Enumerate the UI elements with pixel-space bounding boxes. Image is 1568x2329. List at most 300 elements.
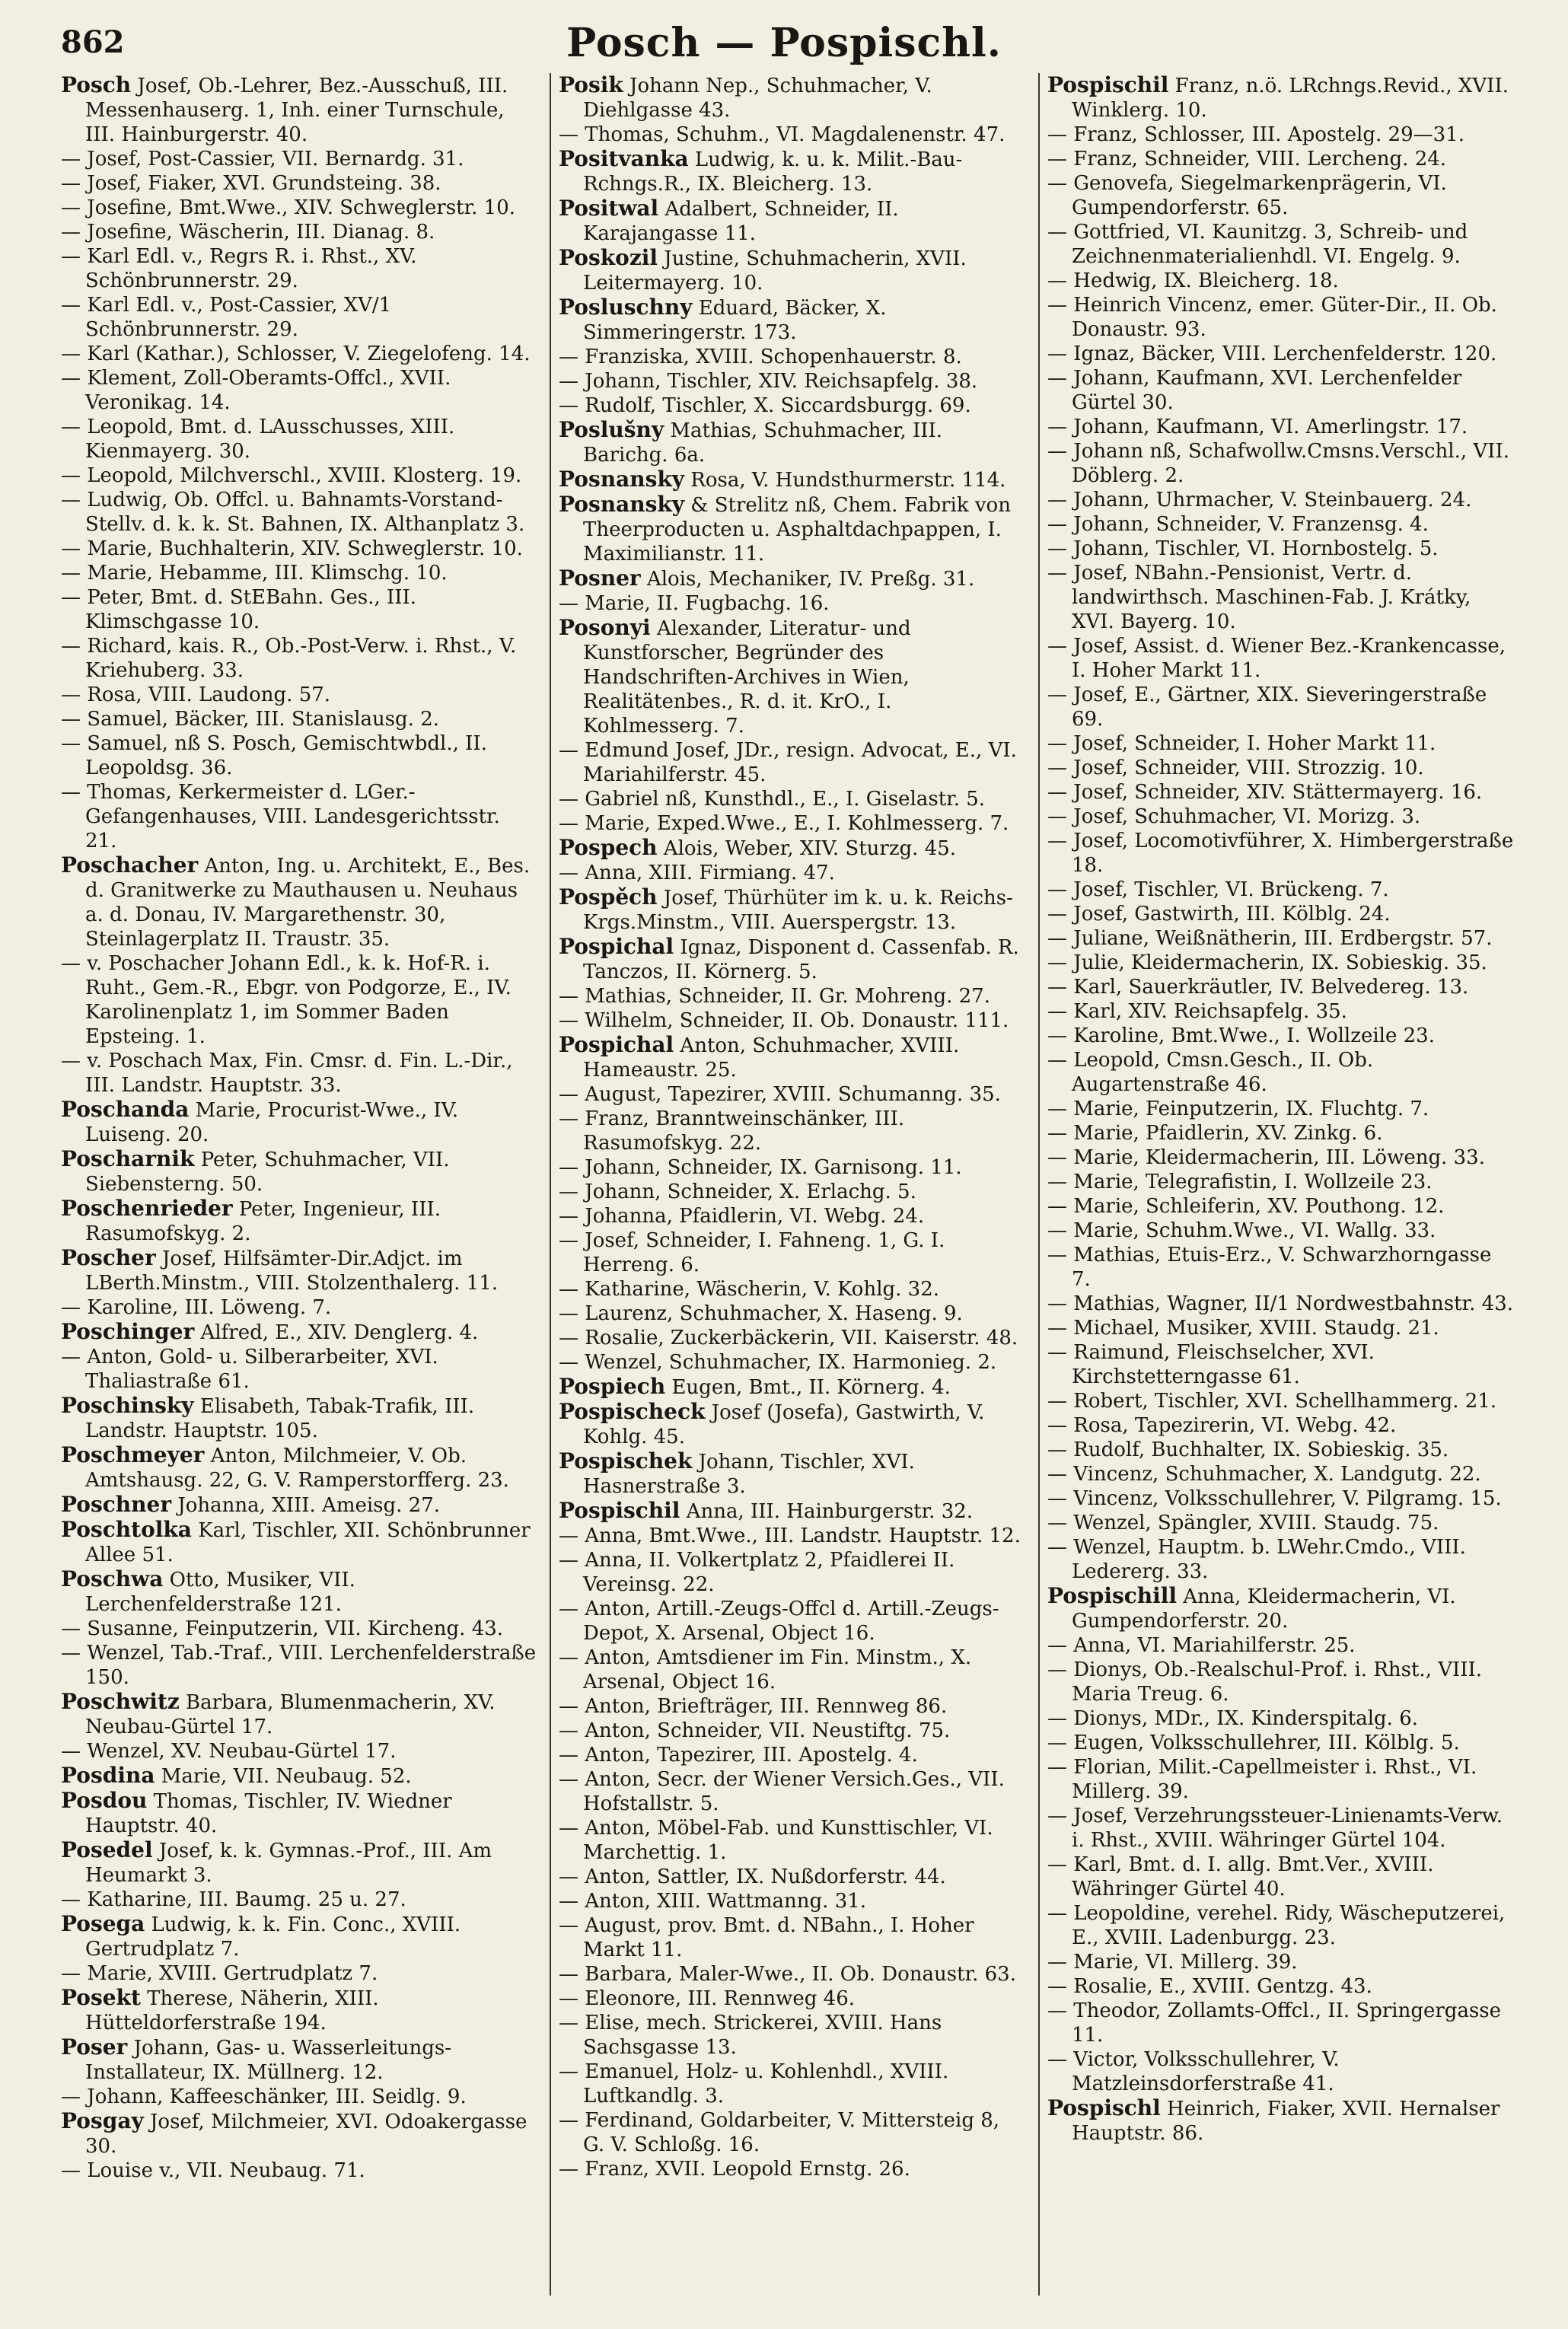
directory-entry bbox=[1047, 1974, 1515, 1999]
directory-entry bbox=[61, 585, 537, 634]
entry-text: Josef, Milchmeier, XVI. Odoakergasse 30. bbox=[85, 2111, 527, 2158]
entry-surname: Pospischl bbox=[1047, 2095, 1161, 2120]
entry-text: — Emanuel, Holz- u. Kohlenhdl., XVIII. Luftkandlg. 3. bbox=[559, 2060, 949, 2108]
entry-text: — v. Poschach Max, Fin. Cmsr. d. Fin. L.-Dir., III. Landstr. Hauptstr. 33. bbox=[61, 1050, 513, 1097]
directory-entry bbox=[559, 345, 1026, 369]
entry-text: — Karl, XIV. Reichsapfelg. 35. bbox=[1047, 1000, 1347, 1023]
entry-text: — Josef, Schneider, I. Fahneng. 1, G. I. Herreng. 6. bbox=[559, 1229, 945, 1276]
entry-surname: Posdina bbox=[61, 1763, 155, 1788]
entry-surname: Pospiech bbox=[559, 1374, 666, 1399]
entry-text: — Anton, Briefträger, III. Rennweg 86. bbox=[559, 1695, 948, 1718]
directory-entry bbox=[61, 1739, 537, 1763]
page-header bbox=[46, 20, 1522, 68]
entry-text: — Katharine, III. Baumg. 25 u. 27. bbox=[61, 1888, 406, 1911]
directory-entry bbox=[559, 738, 1026, 787]
directory-entry bbox=[61, 561, 537, 585]
entry-text: Marie, VII. Neubaug. 52. bbox=[155, 1765, 412, 1788]
directory-entry bbox=[1047, 902, 1515, 926]
directory-entry bbox=[1047, 829, 1515, 878]
directory-entry bbox=[1047, 1219, 1515, 1243]
entry-text: — Johann nß, Schafwollw.Cmsns.Verschl., VII. Döblerg. 2. bbox=[1047, 440, 1509, 487]
entry-text: — Josef, Post-Cassier, VII. Bernardg. 31. bbox=[61, 148, 464, 170]
directory-entry bbox=[559, 1913, 1026, 1962]
directory-entry bbox=[1047, 1121, 1515, 1145]
entry-text: — Leopoldine, verehel. Ridy, Wäscheputzerei, E., XVIII. Ladenburgg. 23. bbox=[1047, 1902, 1506, 1949]
entry-text: — Thomas, Schuhm., VI. Magdalenenstr. 47. bbox=[559, 123, 1005, 146]
directory-entry bbox=[1047, 512, 1515, 537]
entry-text: — Richard, kais. R., Ob.-Post-Verw. i. Rhst., V. Kriehuberg. 33. bbox=[61, 635, 517, 682]
entry-text: — Gottfried, VI. Kaunitzg. 3, Schreib- und Zeichnenmaterialienhdl. VI. Engelg. 9. bbox=[1047, 221, 1468, 268]
entry-text: — Josefine, Bmt.Wwe., XIV. Schweglerstr. 10. bbox=[61, 196, 516, 219]
directory-entry bbox=[1047, 1145, 1515, 1170]
directory-entry bbox=[1047, 1535, 1515, 1584]
directory-entry bbox=[61, 1320, 537, 1345]
entry-surname: Poschwitz bbox=[61, 1689, 180, 1714]
directory-entry bbox=[1047, 1706, 1515, 1731]
entry-text: Josef (Josefa), Gastwirth, V. Kohlg. 45. bbox=[583, 1401, 985, 1448]
entry-text: — Marie, Schuhm.Wwe., VI. Wallg. 33. bbox=[1047, 1219, 1436, 1242]
directory-entry bbox=[61, 2085, 537, 2109]
directory-entry bbox=[61, 2109, 537, 2159]
directory-entry bbox=[61, 196, 537, 220]
entry-surname: Pospischill bbox=[1047, 1583, 1178, 1608]
entry-text: — v. Poschacher Johann Edl., k. k. Hof-R. i. Ruht., Gem.-R., Ebgr. von Podgorze, E., IV. Karolinenplatz 1, im Sommer Baden Epsteing. 1. bbox=[61, 952, 512, 1048]
directory-entry bbox=[559, 1889, 1026, 1913]
directory-entry bbox=[559, 1033, 1026, 1082]
entry-text: Ludwig, k. k. Fin. Conc., XVIII. Gertrudplatz 7. bbox=[85, 1913, 461, 1961]
entry-text: — Juliane, Weißnätherin, III. Erdbergstr. 57. bbox=[1047, 927, 1493, 950]
directory-entry bbox=[61, 342, 537, 366]
entry-text: — Marie, Exped.Wwe., E., I. Kohlmesserg. 7. bbox=[559, 812, 1009, 835]
entry-text: — Josef, Schuhmacher, VI. Morizg. 3. bbox=[1047, 805, 1421, 828]
entry-text: — Karoline, Bmt.Wwe., I. Wollzeile 23. bbox=[1047, 1024, 1435, 1047]
page-title: Posch — Pospischl. bbox=[566, 20, 1002, 66]
entry-surname: Posluschny bbox=[559, 295, 693, 320]
directory-entry bbox=[61, 1888, 537, 1912]
entry-text: — Johann, Schneider, X. Erlachg. 5. bbox=[559, 1180, 916, 1203]
directory-entry bbox=[61, 951, 537, 1049]
directory-entry bbox=[559, 885, 1026, 935]
directory-entry bbox=[559, 1548, 1026, 1597]
entry-text: — Ludwig, Ob. Offcl. u. Bahnamts-Vorstand-Stellv. d. k. k. St. Bahnen, IX. Althanplatz 3. bbox=[61, 489, 525, 536]
entry-text: — Franz, Branntweinschänker, III. Rasumofskyg. 22. bbox=[559, 1107, 905, 1155]
directory-entry bbox=[559, 2060, 1026, 2108]
directory-entry bbox=[61, 853, 537, 951]
entry-text: — Karl, Bmt. d. I. allg. Bmt.Ver., XVIII. Währinger Gürtel 40. bbox=[1047, 1853, 1434, 1900]
directory-entry bbox=[559, 196, 1026, 246]
directory-entry bbox=[1047, 683, 1515, 731]
directory-entry bbox=[61, 707, 537, 731]
directory-entry bbox=[1047, 756, 1515, 780]
entry-text: — Eugen, Volksschullehrer, III. Kölblg. 5. bbox=[1047, 1732, 1460, 1754]
entry-text: — Anton, XIII. Wattmanng. 31. bbox=[559, 1890, 867, 1913]
directory-entry bbox=[559, 935, 1026, 984]
entry-surname: Pospěch bbox=[559, 884, 658, 910]
entry-text: — Leopold, Cmsn.Gesch., II. Ob. Augartenstraße 46. bbox=[1047, 1049, 1374, 1096]
entry-text: Josef, Thürhüter im k. u. k. Reichs-Krgs.Minstm., VIII. Auerspergstr. 13. bbox=[583, 887, 1013, 934]
directory-entry bbox=[1047, 1731, 1515, 1755]
entry-text: Thomas, Tischler, IV. Wiedner Hauptstr. 40. bbox=[85, 1790, 452, 1837]
entry-text: Eugen, Bmt., II. Körnerg. 4. bbox=[665, 1376, 951, 1399]
entry-text: — Ferdinand, Goldarbeiter, V. Mittersteig 8, G. V. Schloßg. 16. bbox=[559, 2109, 1000, 2156]
entry-text: — Rosalie, Zuckerbäckerin, VII. Kaiserstr. 48. bbox=[559, 1327, 1018, 1349]
directory-entry bbox=[61, 780, 537, 853]
directory-entry bbox=[1047, 731, 1515, 756]
directory-entry bbox=[1047, 73, 1515, 123]
entry-text: — Josef, Assist. d. Wiener Bez.-Krankencasse, I. Hoher Markt 11. bbox=[1047, 635, 1506, 682]
entry-text: — Klement, Zoll-Oberamts-Offcl., XVII. Veronikag. 14. bbox=[61, 367, 451, 414]
entry-text: — Robert, Tischler, XVI. Schellhammerg. 21. bbox=[1047, 1390, 1497, 1413]
entry-text: — Ignaz, Bäcker, VIII. Lerchenfelderstr. 120. bbox=[1047, 342, 1497, 365]
directory-entry bbox=[61, 1961, 537, 1986]
directory-entry bbox=[1047, 926, 1515, 951]
directory-entry bbox=[61, 2159, 537, 2183]
entry-text: — Rosa, Tapezirerin, VI. Webg. 42. bbox=[1047, 1414, 1397, 1437]
directory-entry bbox=[61, 683, 537, 707]
entry-text: — Marie, VI. Millerg. 39. bbox=[1047, 1951, 1298, 1974]
directory-entry bbox=[559, 1180, 1026, 1204]
directory-entry bbox=[1047, 1804, 1515, 1853]
directory-entry bbox=[61, 731, 537, 780]
directory-entry bbox=[61, 1690, 537, 1739]
directory-entry bbox=[1047, 975, 1515, 999]
directory-entry bbox=[559, 1155, 1026, 1180]
entry-surname: Posik bbox=[559, 73, 623, 97]
directory-entry bbox=[559, 1986, 1026, 2011]
entry-surname: Poschacher bbox=[61, 852, 199, 878]
directory-entry bbox=[1047, 1633, 1515, 1658]
directory-entry bbox=[559, 1865, 1026, 1889]
directory-entry bbox=[61, 1295, 537, 1320]
entry-surname: Positvanka bbox=[559, 146, 689, 171]
entry-surname: Poslušny bbox=[559, 417, 664, 442]
directory-entry bbox=[1047, 780, 1515, 804]
entry-text: — Anton, Amtsdiener im Fin. Minstm., X. Arsenal, Object 16. bbox=[559, 1646, 972, 1693]
directory-entry bbox=[559, 1719, 1026, 1743]
directory-entry bbox=[559, 1008, 1026, 1033]
directory-entry bbox=[1047, 1024, 1515, 1048]
entry-text: — Josef, E., Gärtner, XIX. Sieveringerstraße 69. bbox=[1047, 683, 1487, 731]
entry-text: Johann, Gas- u. Wasserleitungs-Installateur, IX. Müllnerg. 12. bbox=[85, 2037, 452, 2084]
directory-entry bbox=[61, 1763, 537, 1789]
entry-text: — Josef, Tischler, VI. Brückeng. 7. bbox=[1047, 878, 1389, 901]
directory-entry bbox=[61, 1098, 537, 1147]
entry-text: — Marie, Schleiferin, XV. Pouthong. 12. bbox=[1047, 1195, 1445, 1218]
directory-entry bbox=[559, 1326, 1026, 1350]
directory-entry bbox=[61, 1246, 537, 1295]
directory-entry bbox=[1047, 1413, 1515, 1438]
entry-surname: Pospichal bbox=[559, 934, 674, 959]
entry-text: Otto, Musiker, VII. Lerchenfelderstraße 121. bbox=[85, 1569, 355, 1616]
entry-text: — Michael, Musiker, XVIII. Staudg. 21. bbox=[1047, 1317, 1439, 1340]
entry-text: Alfred, E., XIV. Denglerg. 4. bbox=[194, 1321, 479, 1344]
entry-text: Josef, Ob.-Lehrer, Bez.-Ausschuß, III. Messenhauserg. 1, Inh. einer Turnschule, III. Hainburgerstr. 40. bbox=[85, 75, 508, 146]
entry-surname: Positwal bbox=[559, 196, 659, 221]
entry-text: — Karl (Kathar.), Schlosser, V. Ziegelofeng. 14. bbox=[61, 342, 531, 365]
directory-entry bbox=[559, 1350, 1026, 1375]
directory-entry bbox=[1047, 366, 1515, 415]
directory-entry bbox=[1047, 634, 1515, 683]
entry-text: — Mathias, Wagner, II/1 Nordwestbahnstr. 43. bbox=[1047, 1292, 1514, 1315]
entry-surname: Poschinsky bbox=[61, 1393, 194, 1418]
entry-text: — Karoline, III. Löweng. 7. bbox=[61, 1296, 332, 1319]
directory-entry bbox=[1047, 1292, 1515, 1316]
directory-entry bbox=[1047, 342, 1515, 366]
entry-surname: Posega bbox=[61, 1911, 145, 1936]
entry-text: — Johanna, Pfaidlerin, VI. Webg. 24. bbox=[559, 1205, 925, 1228]
entry-surname: Poschinger bbox=[61, 1319, 195, 1344]
directory-entry bbox=[1047, 2096, 1515, 2146]
directory-entry bbox=[1047, 537, 1515, 561]
entry-text: — Mathias, Etuis-Erz., V. Schwarzhorngasse 7. bbox=[1047, 1244, 1492, 1291]
entry-surname: Posnansky bbox=[559, 467, 685, 492]
entry-text: — Edmund Josef, JDr., resign. Advocat, E., VI. Mariahilferstr. 45. bbox=[559, 739, 1017, 786]
entry-text: Eduard, Bäcker, X. Simmeringerstr. 173. bbox=[583, 297, 887, 344]
entry-text: — Marie, II. Fugbachg. 16. bbox=[559, 592, 830, 615]
directory-entry bbox=[559, 1694, 1026, 1719]
directory-entry bbox=[559, 566, 1026, 591]
directory-entry bbox=[1047, 488, 1515, 512]
entry-text: Josef, k. k. Gymnas.-Prof., III. Am Heumarkt 3. bbox=[85, 1840, 492, 1887]
entry-text: — Laurenz, Schuhmacher, X. Haseng. 9. bbox=[559, 1302, 963, 1325]
entry-surname: Poschwa bbox=[61, 1566, 164, 1591]
directory-entry bbox=[1047, 171, 1515, 220]
directory-entry bbox=[61, 1912, 537, 1961]
directory-entry bbox=[559, 2108, 1026, 2157]
directory-entry bbox=[559, 1107, 1026, 1155]
directory-entry bbox=[61, 1617, 537, 1641]
entry-text: — Marie, XVIII. Gertrudplatz 7. bbox=[61, 1962, 378, 1985]
directory-entry bbox=[61, 1049, 537, 1098]
entry-text: Alexander, Literatur- und Kunstforscher, Begründer des Handschriften-Archives in Wien, Realitätenbes., R. d. it. KrO., I. Kohlmesserg. 7. bbox=[583, 617, 911, 738]
directory-entry bbox=[1047, 951, 1515, 975]
entry-text: — Anton, Schneider, VII. Neustiftg. 75. bbox=[559, 1719, 951, 1742]
directory-entry bbox=[559, 984, 1026, 1008]
entry-text: — Rosa, VIII. Laudong. 57. bbox=[61, 683, 331, 706]
entry-text: Johann Nep., Schuhmacher, V. Diehlgasse 43. bbox=[583, 75, 932, 122]
directory-entry bbox=[559, 1082, 1026, 1107]
directory-entry bbox=[61, 2035, 537, 2085]
entry-surname: Pospischeck bbox=[559, 1399, 706, 1424]
directory-entry bbox=[1047, 1486, 1515, 1511]
entry-text: — Johann, Uhrmacher, V. Steinbauerg. 24. bbox=[1047, 489, 1472, 511]
directory-entry bbox=[559, 861, 1026, 885]
entry-text: Anton, Milchmeier, V. Ob. Amtshausg. 22, G. V. Ramperstorfferg. 23. bbox=[85, 1445, 509, 1492]
directory-entry bbox=[1047, 1438, 1515, 1462]
directory-entry bbox=[1047, 999, 1515, 1024]
directory-entry bbox=[61, 488, 537, 537]
directory-entry bbox=[61, 1641, 537, 1690]
directory-entry bbox=[559, 1816, 1026, 1865]
entry-text: — Anton, Tapezirer, III. Apostelg. 4. bbox=[559, 1744, 918, 1767]
entry-text: — Elise, mech. Strickerei, XVIII. Hans Sachsgasse 13. bbox=[559, 2012, 942, 2059]
entry-text: — Johann, Schneider, IX. Garnisong. 11. bbox=[559, 1156, 962, 1179]
entry-text: — Johann, Kaufmann, VI. Amerlingstr. 17. bbox=[1047, 416, 1468, 438]
directory-entry bbox=[559, 836, 1026, 861]
directory-entry bbox=[61, 1345, 537, 1394]
directory-entry bbox=[61, 220, 537, 244]
entry-text: Elisabeth, Tabak-Trafik, III. Landstr. Hauptstr. 105. bbox=[85, 1395, 475, 1442]
entry-text: — August, prov. Bmt. d. NBahn., I. Hoher Markt 11. bbox=[559, 1914, 974, 1961]
directory-entry bbox=[559, 1277, 1026, 1302]
entry-text: Alois, Mechaniker, IV. Preßg. 31. bbox=[640, 568, 975, 591]
entry-text: — Johann, Tischler, XIV. Reichsapfelg. 38. bbox=[559, 370, 978, 393]
directory-entry bbox=[61, 1443, 537, 1493]
entry-surname: Poser bbox=[61, 2034, 128, 2060]
entry-text: Ludwig, k. u. k. Milit.-Bau-Rchngs.R., IX. Bleicherg. 13. bbox=[583, 148, 963, 196]
entry-text: — Marie, Feinputzerin, IX. Fluchtg. 7. bbox=[1047, 1098, 1429, 1120]
entry-text: — Samuel, Bäcker, III. Stanislausg. 2. bbox=[61, 708, 440, 731]
entry-surname: Posner bbox=[559, 566, 641, 591]
directory-entry bbox=[559, 1962, 1026, 1986]
entry-text: — Marie, Kleidermacherin, III. Löweng. 33. bbox=[1047, 1146, 1485, 1169]
directory-entry bbox=[1047, 1658, 1515, 1706]
directory-entry bbox=[1047, 1194, 1515, 1219]
entry-text: — Marie, Pfaidlerin, XV. Zinkg. 6. bbox=[1047, 1122, 1383, 1145]
entry-text: — Franz, Schneider, VIII. Lercheng. 24. bbox=[1047, 148, 1447, 170]
entry-text: Therese, Näherin, XIII. Hütteldorferstraße 194. bbox=[85, 1987, 379, 2034]
entry-text: Anton, Ing. u. Architekt, E., Bes. d. Granitwerke zu Mauthausen u. Neuhaus a. d. Donau, IV. Margarethenstr. 30, Steinlagerplatz II. Traustr. 35. bbox=[85, 855, 531, 951]
entry-surname: Posnansky bbox=[559, 492, 685, 517]
entry-text: Franz, n.ö. LRchngs.Revid., XVII. Winklerg. 10. bbox=[1072, 75, 1509, 122]
directory-entry bbox=[1047, 1389, 1515, 1413]
entry-text: — Franz, XVII. Leopold Ernstg. 26. bbox=[559, 2158, 910, 2181]
entry-text: — Josef, Locomotivführer, X. Himbergerstraße 18. bbox=[1047, 830, 1514, 877]
entry-text: — Marie, Buchhalterin, XIV. Schweglerstr. 10. bbox=[61, 537, 523, 560]
entry-text: — Raimund, Fleischselcher, XVI. Kirchstetterngasse 61. bbox=[1047, 1341, 1375, 1388]
entry-text: Ignaz, Disponent d. Cassenfab. R. Tanczos, II. Körnerg. 5. bbox=[583, 936, 1019, 983]
directory-entry bbox=[1047, 1048, 1515, 1097]
entry-surname: Poschanda bbox=[61, 1097, 190, 1122]
directory-entry bbox=[1047, 293, 1515, 342]
directory-entry bbox=[61, 1518, 537, 1567]
entry-surname: Pospichal bbox=[559, 1032, 674, 1057]
directory-entry bbox=[559, 393, 1026, 418]
directory-entry bbox=[1047, 1316, 1515, 1340]
entry-text: — Leopold, Bmt. d. LAusschusses, XIII. Kienmayerg. 30. bbox=[61, 416, 455, 463]
directory-entry bbox=[559, 147, 1026, 196]
entry-text: — Anton, Secr. der Wiener Versich.Ges., VII. Hofstallstr. 5. bbox=[559, 1768, 1005, 1815]
directory-entry bbox=[1047, 415, 1515, 439]
directory-entry bbox=[1047, 1901, 1515, 1950]
entry-text: — Anton, Möbel-Fab. und Kunsttischler, VI. Marchettig. 1. bbox=[559, 1817, 993, 1864]
entry-text: — Franz, Schlosser, III. Apostelg. 29—31. bbox=[1047, 123, 1464, 146]
entry-text: — Wenzel, Spängler, XVIII. Staudg. 75. bbox=[1047, 1512, 1439, 1534]
entry-text: — Marie, Telegrafistin, I. Wollzeile 23. bbox=[1047, 1171, 1433, 1193]
entry-text: — Rudolf, Tischler, X. Siccardsburgg. 69. bbox=[559, 394, 971, 417]
entry-text: Josef, Hilfsämter-Dir.Adjct. im LBerth.Minstm., VIII. Stolzenthalerg. 11. bbox=[85, 1247, 499, 1295]
entry-text: — Wenzel, XV. Neubau-Gürtel 17. bbox=[61, 1740, 397, 1763]
directory-entry bbox=[559, 123, 1026, 147]
directory-entry bbox=[1047, 123, 1515, 147]
directory-entry bbox=[559, 295, 1026, 345]
directory-entry bbox=[1047, 220, 1515, 269]
directory-entry bbox=[1047, 1462, 1515, 1486]
entry-text: Johann, Tischler, XVI. Hasnerstraße 3. bbox=[583, 1451, 915, 1498]
directory-entry bbox=[61, 1147, 537, 1196]
entry-text: — Josef, NBahn.-Pensionist, Vertr. d. landwirthsch. Maschinen-Fab. J. Krátky, XVI. Bayerg. 10. bbox=[1047, 562, 1471, 633]
directory-entry bbox=[61, 171, 537, 196]
entry-text: — Karl Edl. v., Regrs R. i. Rhst., XV. Schönbrunnerstr. 29. bbox=[61, 245, 417, 292]
entry-text: — Josef, Verzehrungssteuer-Linienamts-Verw. i. Rhst., XVIII. Währinger Gürtel 104. bbox=[1047, 1805, 1503, 1852]
directory-entry bbox=[61, 293, 537, 342]
entry-text: — Karl Edl. v., Post-Cassier, XV/1 Schönbrunnerstr. 29. bbox=[61, 294, 392, 341]
entry-text: — Mathias, Schneider, II. Gr. Mohreng. 27. bbox=[559, 985, 991, 1008]
entry-text: — Dionys, MDr., IX. Kinderspitalg. 6. bbox=[1047, 1707, 1419, 1730]
entry-text: — Anna, Bmt.Wwe., III. Landstr. Hauptstr. 12. bbox=[559, 1525, 1021, 1547]
directory-entry bbox=[1047, 1999, 1515, 2047]
directory-entry bbox=[1047, 1755, 1515, 1804]
directory-entry bbox=[61, 464, 537, 488]
directory-entry bbox=[1047, 147, 1515, 171]
entry-text: Adalbert, Schneider, II. Karajangasse 11. bbox=[583, 198, 899, 245]
directory-entry bbox=[559, 1302, 1026, 1326]
entry-text: Peter, Schuhmacher, VII. Siebensterng. 50. bbox=[85, 1149, 450, 1196]
entry-text: — Eleonore, III. Rennweg 46. bbox=[559, 1987, 856, 2010]
directory-entry bbox=[61, 1567, 537, 1617]
entry-text: — Anna, II. Volkertplatz 2, Pfaidlerei II. Vereinsg. 22. bbox=[559, 1549, 955, 1596]
entry-text: — Leopold, Milchverschl., XVIII. Klosterg. 19. bbox=[61, 464, 522, 487]
directory-entry bbox=[559, 492, 1026, 566]
entry-text: Justine, Schuhmacherin, XVII. Leitermayerg. 10. bbox=[583, 247, 967, 295]
entry-text: — Dionys, Ob.-Realschul-Prof. i. Rhst., VIII. Maria Treug. 6. bbox=[1047, 1658, 1483, 1706]
entry-text: — Josef, Schneider, XIV. Stättermayerg. 16. bbox=[1047, 781, 1483, 804]
entry-text: — Rosalie, E., XVIII. Gentzg. 43. bbox=[1047, 1975, 1372, 1998]
directory-entry bbox=[559, 1767, 1026, 1816]
entry-text: — Genovefa, Siegelmarkenprägerin, VI. Gumpendorferstr. 65. bbox=[1047, 172, 1447, 219]
entry-surname: Posonyi bbox=[559, 615, 651, 640]
directory-entry bbox=[559, 73, 1026, 123]
directory-entry bbox=[559, 1646, 1026, 1694]
entry-surname: Pospischek bbox=[559, 1448, 693, 1474]
directory-entry bbox=[559, 418, 1026, 467]
directory-entry bbox=[1047, 804, 1515, 829]
directory-entry bbox=[61, 73, 537, 147]
entry-surname: Posdou bbox=[61, 1788, 148, 1813]
entry-surname: Pospech bbox=[559, 835, 658, 860]
entry-text: — Josef, Gastwirth, III. Kölblg. 24. bbox=[1047, 903, 1391, 926]
directory-entry bbox=[1047, 1097, 1515, 1121]
entry-text: — Victor, Volksschullehrer, V. Matzleinsdorferstraße 41. bbox=[1047, 2048, 1340, 2095]
entry-text: Barbara, Blumenmacherin, XV. Neubau-Gürtel 17. bbox=[85, 1691, 496, 1738]
entry-text: — Florian, Milit.-Capellmeister i. Rhst., VI. Millerg. 39. bbox=[1047, 1756, 1477, 1803]
entry-text: — Anton, Sattler, IX. Nußdorferstr. 44. bbox=[559, 1865, 946, 1888]
entry-text: — Johann, Kaufmann, XVI. Lerchenfelder Gürtel 30. bbox=[1047, 367, 1462, 414]
entry-text: Rosa, V. Hundsthurmerstr. 114. bbox=[684, 469, 1006, 492]
directory-entry bbox=[61, 244, 537, 293]
entry-text: — Anton, Artill.-Zeugs-Offcl d. Artill.-Zeugs-Depot, X. Arsenal, Object 16. bbox=[559, 1598, 999, 1645]
directory-entry bbox=[61, 147, 537, 171]
directory-entry bbox=[61, 537, 537, 561]
entry-text: — Theodor, Zollamts-Offcl., II. Springergasse 11. bbox=[1047, 1999, 1502, 2047]
directory-entry bbox=[559, 246, 1026, 295]
entry-text: — Josefine, Wäscherin, III. Dianag. 8. bbox=[61, 221, 435, 244]
entry-text: — Josef, Schneider, I. Hoher Markt 11. bbox=[1047, 732, 1436, 755]
entry-text: — Hedwig, IX. Bleicherg. 18. bbox=[1047, 269, 1339, 292]
entry-text: & Strelitz nß, Chem. Fabrik von Theerproducten u. Asphaltdachpappen, I. Maximilianstr. 11. bbox=[583, 494, 1011, 566]
directory-entry bbox=[559, 1204, 1026, 1228]
entry-surname: Poschenrieder bbox=[61, 1196, 233, 1221]
directory-entry bbox=[559, 2011, 1026, 2060]
entry-surname: Poskozil bbox=[559, 245, 658, 270]
directory-entry bbox=[1047, 2047, 1515, 2096]
entry-text: Karl, Tischler, XII. Schönbrunner Allee 51. bbox=[85, 1519, 531, 1566]
entry-text: — Louise v., VII. Neubaug. 71. bbox=[61, 2159, 365, 2182]
directory-entry bbox=[559, 1375, 1026, 1400]
entry-text: — Anton, Gold- u. Silberarbeiter, XVI. Thaliastraße 61. bbox=[61, 1346, 438, 1393]
entry-text: — Barbara, Maler-Wwe., II. Ob. Donaustr. 63. bbox=[559, 1963, 1016, 1986]
entry-text: Anton, Schuhmacher, XVIII. Hameaustr. 25. bbox=[583, 1034, 960, 1082]
